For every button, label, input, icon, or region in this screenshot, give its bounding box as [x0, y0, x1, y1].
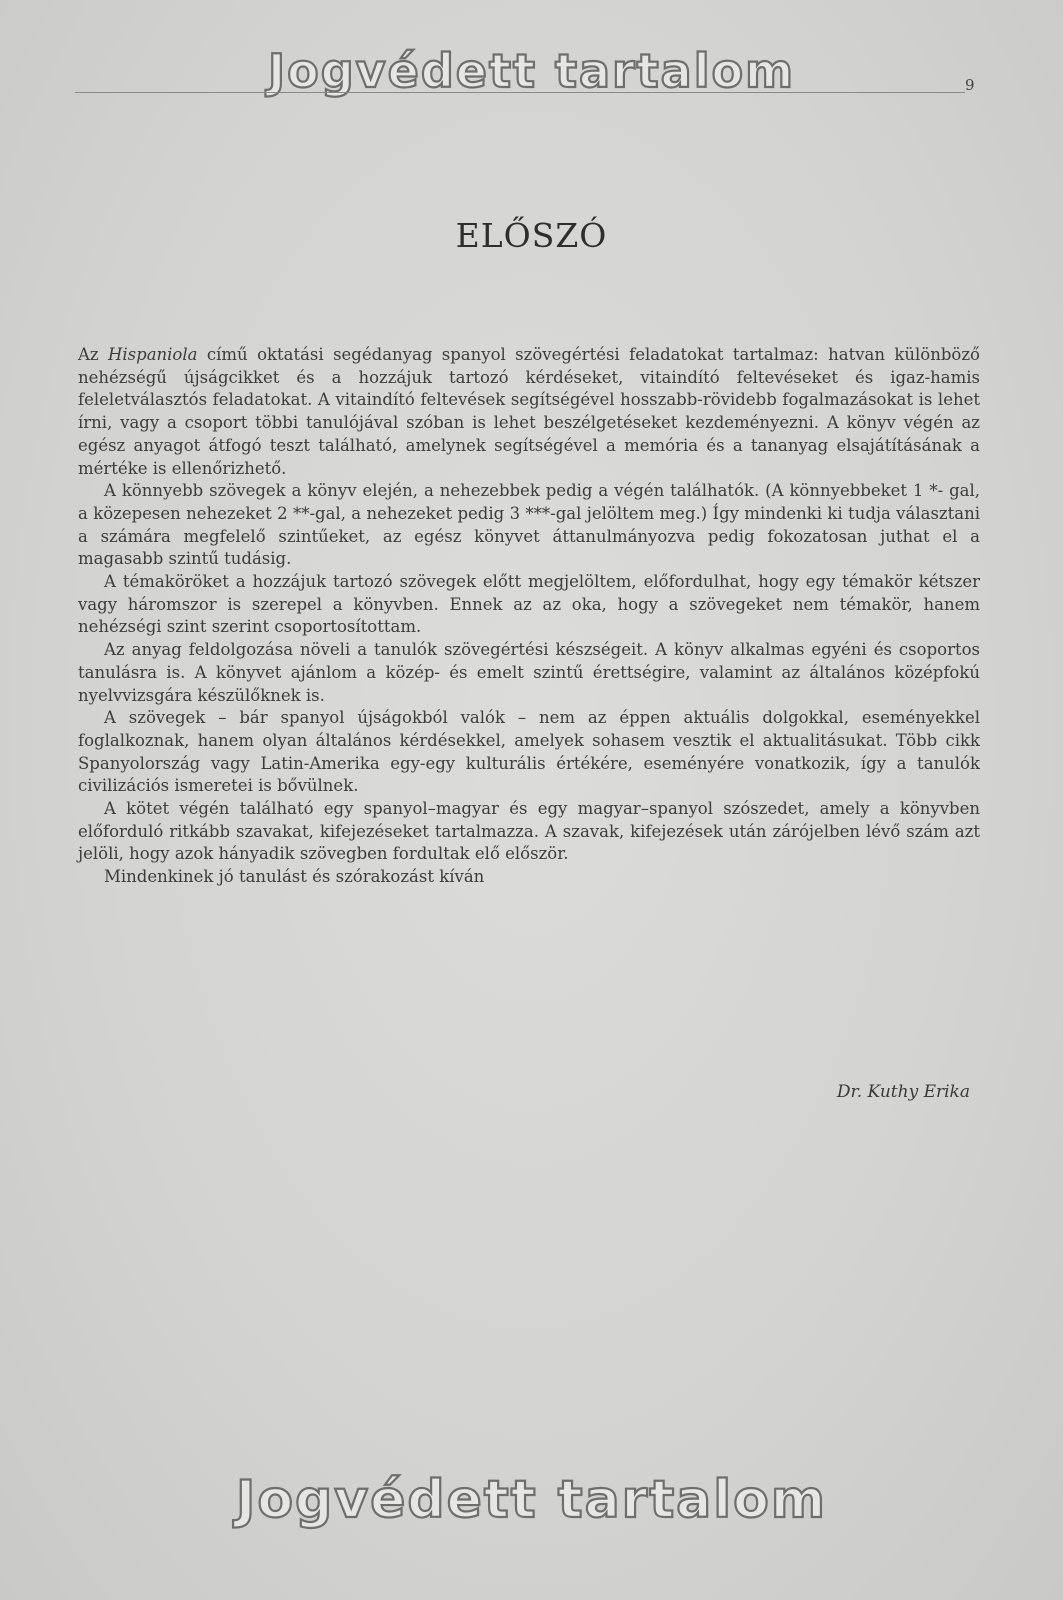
paragraph-3: A témaköröket a hozzájuk tartozó szövegek előtt megjelöltem, előfordulhat, hogy egy témakör kétszer vagy háromszor is szerepel a könyvben. Ennek az az oka, hogy a szövegeket nem témakör, hanem nehézségi szint szerint csoportosítottam.: [78, 572, 980, 637]
watermark-top: Jogvédett tartalom: [268, 44, 795, 98]
body-text: [78, 344, 980, 889]
paragraph-2: A könnyebb szövegek a könyv elején, a nehezebbek pedig a végén találhatók. (A könnyebbeket 1 *- gal, a közepesen nehezeket 2 **-gal, a nehezeket pedig 3 ***-gal jelöltem meg.) Így mindenki ki tudja választani a számára megfelelő szintűeket, az egész könyvet áttanulmányozva pedig fokozatosan juthat el a magasabb szintű tudásig.: [78, 481, 980, 569]
watermark-bottom: Jogvédett tartalom: [235, 1470, 828, 1530]
paragraph-1: [78, 344, 980, 480]
author-signature: Dr. Kuthy Erika: [836, 1082, 970, 1102]
paragraph-5: A szövegek – bár spanyol újságokból valók – nem az éppen aktuális dolgokkal, eseményekkel foglalkoznak, hanem olyan általános kérdésekkel, amelyek sohasem vesztik el aktualitásukat. Több cikk Spanyolország vagy Latin-Amerika egy-egy kulturális értékére, eseményére vonatkozik, így a tanulók civilizációs ismeretei is bővülnek.: [78, 708, 980, 796]
page-number: 9: [965, 76, 975, 94]
paragraph-7: Mindenkinek jó tanulást és szórakozást kíván: [104, 867, 485, 887]
page-title: ELŐSZÓ: [455, 216, 608, 255]
header-rule: [75, 92, 965, 93]
paragraph-1-start: Az: [78, 345, 108, 364]
paragraph-1-rest: című oktatási segédanyag spanyol szövegértési feladatokat tartalmaz: hatvan különböző nehézségű újságcikket és a hozzájuk tartozó kérdéseket, vitaindító feltevéseket és igaz-hamis feleletválasztós feladatokat. A vitaindító feltevések segítségével hosszabb-rövidebb fogalmazásokat is lehet írni, vagy a csoport többi tanulójával szóban is lehet beszélgetéseket kezdeményezni. A könyv végén az egész anyagot átfogó teszt található, amelynek segítségével a memória és a tananyag elsajátításának a mértéke is ellenőrizhető.: [78, 345, 980, 478]
paragraph-4: Az anyag feldolgozása növeli a tanulók szövegértési készségeit. A könyv alkalmas egyéni és csoportos tanulásra is. A könyvet ajánlom a közép- és emelt szintű érettségire, valamint az általános középfokú nyelvvizsgára készülőknek is.: [78, 640, 980, 705]
paragraph-6: A kötet végén található egy spanyol–magyar és egy magyar–spanyol szószedet, amely a könyvben előforduló ritkább szavakat, kifejezéseket tartalmazza. A szavak, kifejezések után zárójelben lévő szám azt jelöli, hogy azok hányadik szövegben fordultak elő először.: [78, 799, 980, 864]
book-title-emphasis: Hispaniola: [108, 345, 198, 364]
